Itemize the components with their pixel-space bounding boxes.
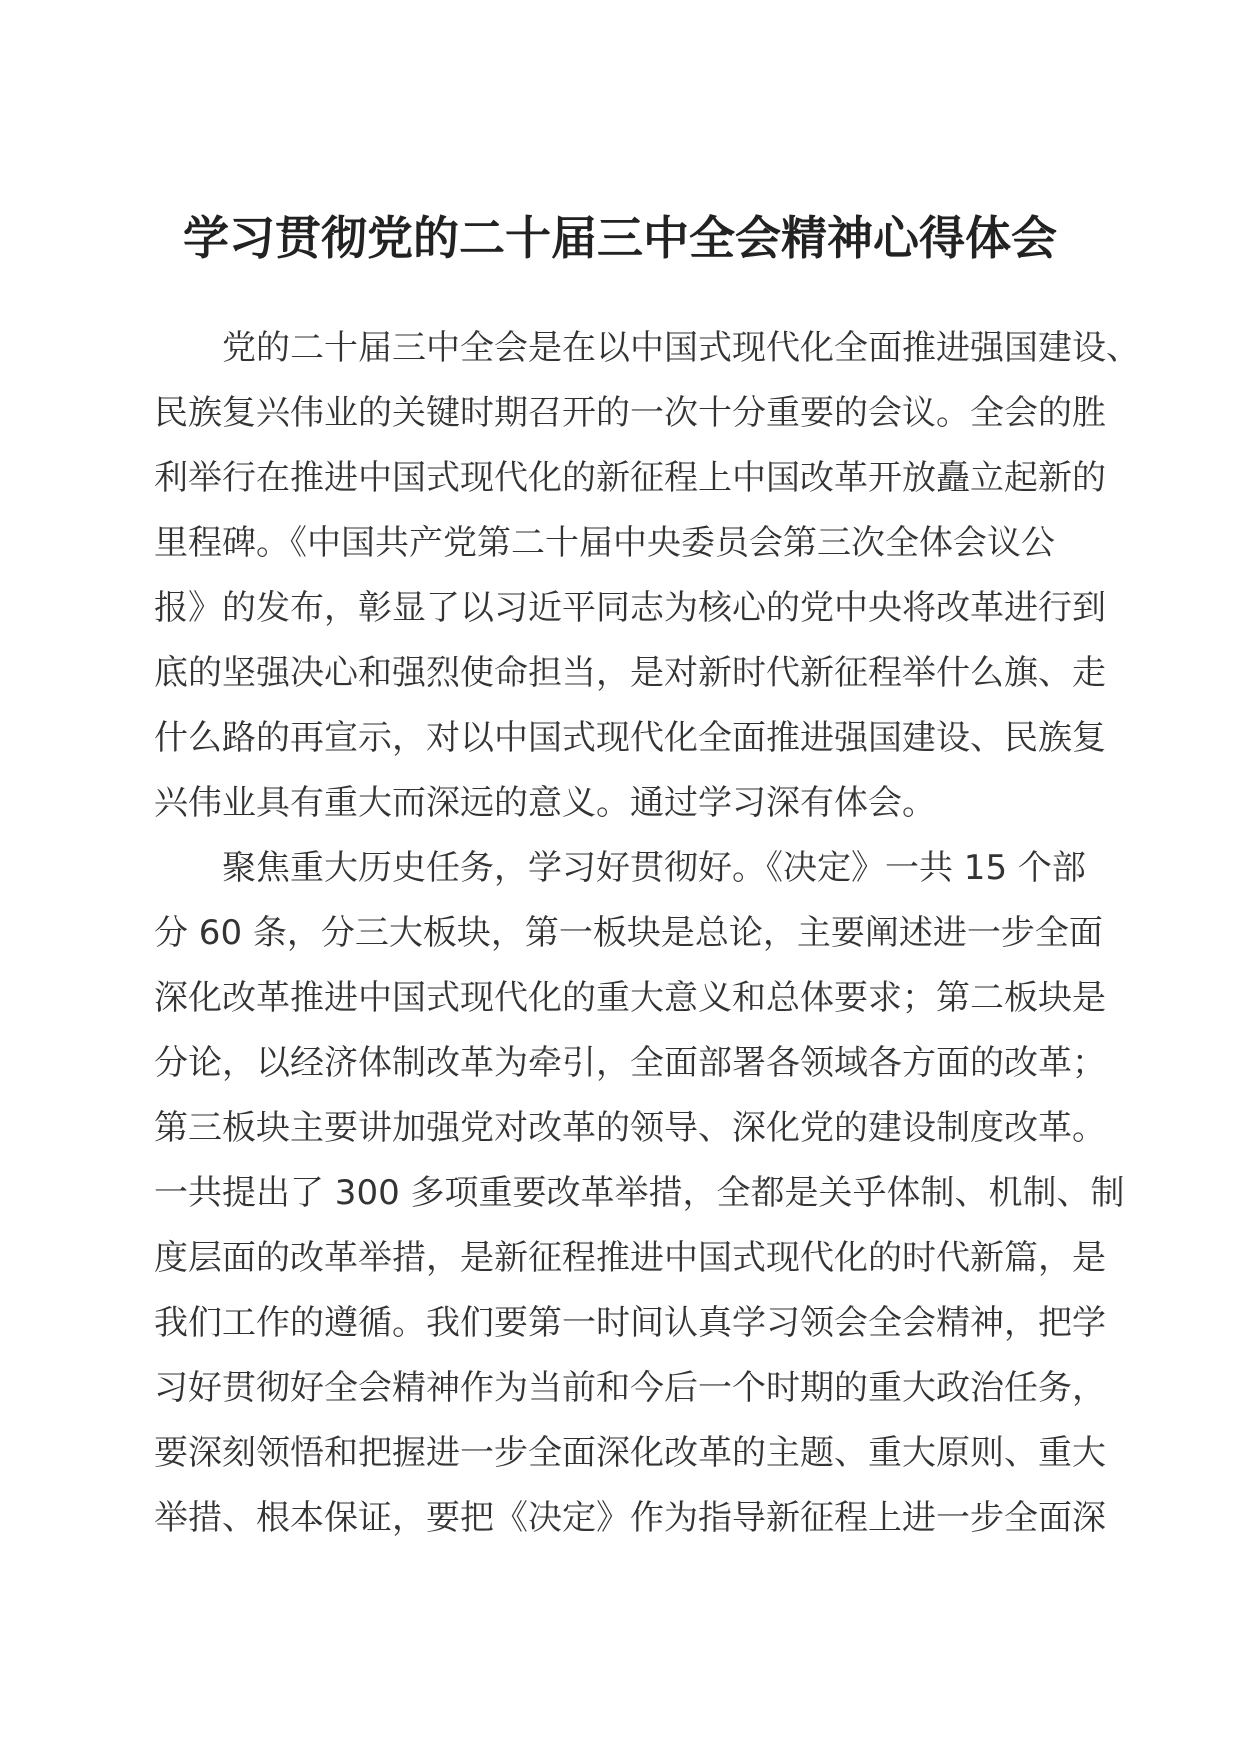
text-line: 分 60 条，分三大板块，第一板块是总论，主要阐述进一步全面 xyxy=(154,913,1103,953)
text-line: 报》的发布，彰显了以习近平同志为核心的党中央将改革进行到 xyxy=(154,588,1106,628)
text-line: 一共提出了 300 多项重要改革举措，全都是关乎体制、机制、制 xyxy=(154,1173,1125,1213)
text-line: 深化改革推进中国式现代化的重大意义和总体要求；第二板块是 xyxy=(154,978,1106,1018)
text-line: 度层面的改革举措，是新征程推进中国式现代化的时代新篇，是 xyxy=(154,1238,1106,1278)
paragraph-2 xyxy=(154,836,1125,1551)
text-line: 民族复兴伟业的关键时期召开的一次十分重要的会议。全会的胜 xyxy=(154,393,1106,433)
document-title: 学习贯彻党的二十届三中全会精神心得体会 xyxy=(183,211,1057,265)
text-line: 聚焦重大历史任务，学习好贯彻好。《决定》一共 15 个部 xyxy=(222,848,1086,888)
text-line: 习好贯彻好全会精神作为当前和今后一个时期的重大政治任务， xyxy=(154,1368,1106,1408)
text-line: 利举行在推进中国式现代化的新征程上中国改革开放矗立起新的 xyxy=(154,458,1106,498)
text-line: 里程碑。《中国共产党第二十届中央委员会第三次全体会议公 xyxy=(154,523,1055,563)
text-line: 要深刻领悟和把握进一步全面深化改革的主题、重大原则、重大 xyxy=(154,1433,1106,1473)
text-line: 党的二十届三中全会是在以中国式现代化全面推进强国建设、 xyxy=(222,328,1140,368)
text-line: 分论，以经济体制改革为牵引，全面部署各领域各方面的改革； xyxy=(154,1043,1106,1083)
text-line: 我们工作的遵循。我们要第一时间认真学习领会全会精神，把学 xyxy=(154,1303,1106,1343)
text-line: 第三板块主要讲加强党对改革的领导、深化党的建设制度改革。 xyxy=(154,1108,1106,1148)
paragraph-1 xyxy=(154,316,1140,836)
text-line: 兴伟业具有重大而深远的意义。通过学习深有体会。 xyxy=(154,783,936,823)
text-line: 底的坚强决心和强烈使命担当，是对新时代新征程举什么旗、走 xyxy=(154,653,1106,693)
document-body xyxy=(154,316,1140,1551)
text-line: 举措、根本保证，要把《决定》作为指导新征程上进一步全面深 xyxy=(154,1498,1106,1538)
text-line: 什么路的再宣示，对以中国式现代化全面推进强国建设、民族复 xyxy=(154,718,1106,758)
